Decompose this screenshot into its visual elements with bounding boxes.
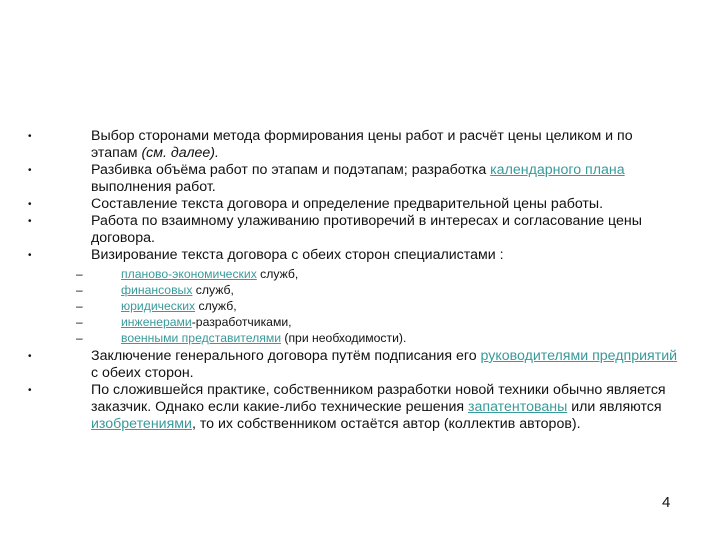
hyperlink[interactable]: планово-экономических xyxy=(121,267,257,281)
hyperlink[interactable]: юридических xyxy=(121,299,196,313)
bullet-text xyxy=(91,213,642,246)
hyperlink[interactable]: календарного плана xyxy=(490,162,625,178)
sub-item-text xyxy=(121,331,406,345)
bullet-list xyxy=(0,128,720,433)
text-run: служб, xyxy=(195,299,237,313)
sub-item-text xyxy=(121,267,298,281)
text-run: с обеих сторон. xyxy=(91,365,194,381)
text-run: , то их собственником остаётся автор (коллектив авторов). xyxy=(191,416,581,432)
bullet-marker: • xyxy=(28,385,32,396)
bullet-marker: • xyxy=(28,199,32,210)
sub-item-text xyxy=(121,283,234,297)
dash-marker: – xyxy=(76,331,83,345)
bullet-text xyxy=(91,162,625,195)
bullet-item xyxy=(0,247,681,264)
text-run: Выбор сторонами метода формирования цены работ и расчёт цены целиком и по этапам xyxy=(91,128,633,161)
hyperlink[interactable]: запатентованы xyxy=(468,399,568,415)
sub-list-item xyxy=(0,314,681,330)
bullet-marker: • xyxy=(28,351,32,362)
bullet-item xyxy=(0,128,681,162)
bullet-item xyxy=(0,162,681,196)
sub-item-text xyxy=(121,315,292,329)
sub-list-item xyxy=(0,330,681,346)
bullet-item xyxy=(0,348,681,382)
bullet-marker: • xyxy=(28,131,32,142)
text-run: Заключение генерального договора путём подписания его xyxy=(91,348,481,364)
text-run: Составление текста договора и определение предварительной цены работы. xyxy=(91,196,604,212)
sub-list-item xyxy=(0,282,681,298)
bullet-marker: • xyxy=(28,216,32,227)
text-run: служб, xyxy=(192,283,234,297)
text-run: или являются xyxy=(567,399,662,415)
hyperlink[interactable]: военными представителями xyxy=(121,331,282,345)
bullet-marker: • xyxy=(28,250,32,261)
dash-marker: – xyxy=(76,299,83,313)
text-run: Работа по взаимному улаживанию противоречий в интересах и согласование цены договора. xyxy=(91,213,642,246)
dash-marker: – xyxy=(76,267,83,281)
sub-item-text xyxy=(121,299,237,313)
page-number: 4 xyxy=(662,494,671,511)
text-run: (при необходимости). xyxy=(281,331,407,345)
bullet-marker: • xyxy=(28,165,32,176)
bullet-item xyxy=(0,213,681,247)
bullet-item xyxy=(0,382,681,433)
hyperlink[interactable]: руководителями предприятий xyxy=(480,348,678,364)
hyperlink[interactable]: изобретениями xyxy=(91,416,192,432)
text-run: служб, xyxy=(256,267,299,281)
bullet-text xyxy=(91,128,633,161)
dash-marker: – xyxy=(76,315,83,329)
text-run: Разбивка объёма работ по этапам и подэтапам; разработка xyxy=(91,162,491,178)
hyperlink[interactable]: инженерами xyxy=(121,315,192,329)
dash-marker: – xyxy=(76,283,83,297)
text-run: выполнения работ. xyxy=(91,179,216,195)
italic-text: (см. далее). xyxy=(141,145,219,161)
hyperlink[interactable]: финансовых xyxy=(121,283,193,297)
text-run: По сложившейся практике, собственником разработки новой техники обычно является заказчик. Однако если какие-либо технические решения xyxy=(91,382,666,415)
text-run: -разработчиками, xyxy=(191,315,292,329)
bullet-text xyxy=(91,348,677,381)
bullet-item xyxy=(0,196,681,213)
sub-list-item xyxy=(0,298,681,314)
bullet-text xyxy=(91,196,603,212)
text-run: Визирование текста договора с обеих сторон специалистами : xyxy=(91,247,504,263)
bullet-text xyxy=(91,382,666,432)
bullet-text xyxy=(91,247,504,263)
sub-list-item xyxy=(0,266,681,282)
